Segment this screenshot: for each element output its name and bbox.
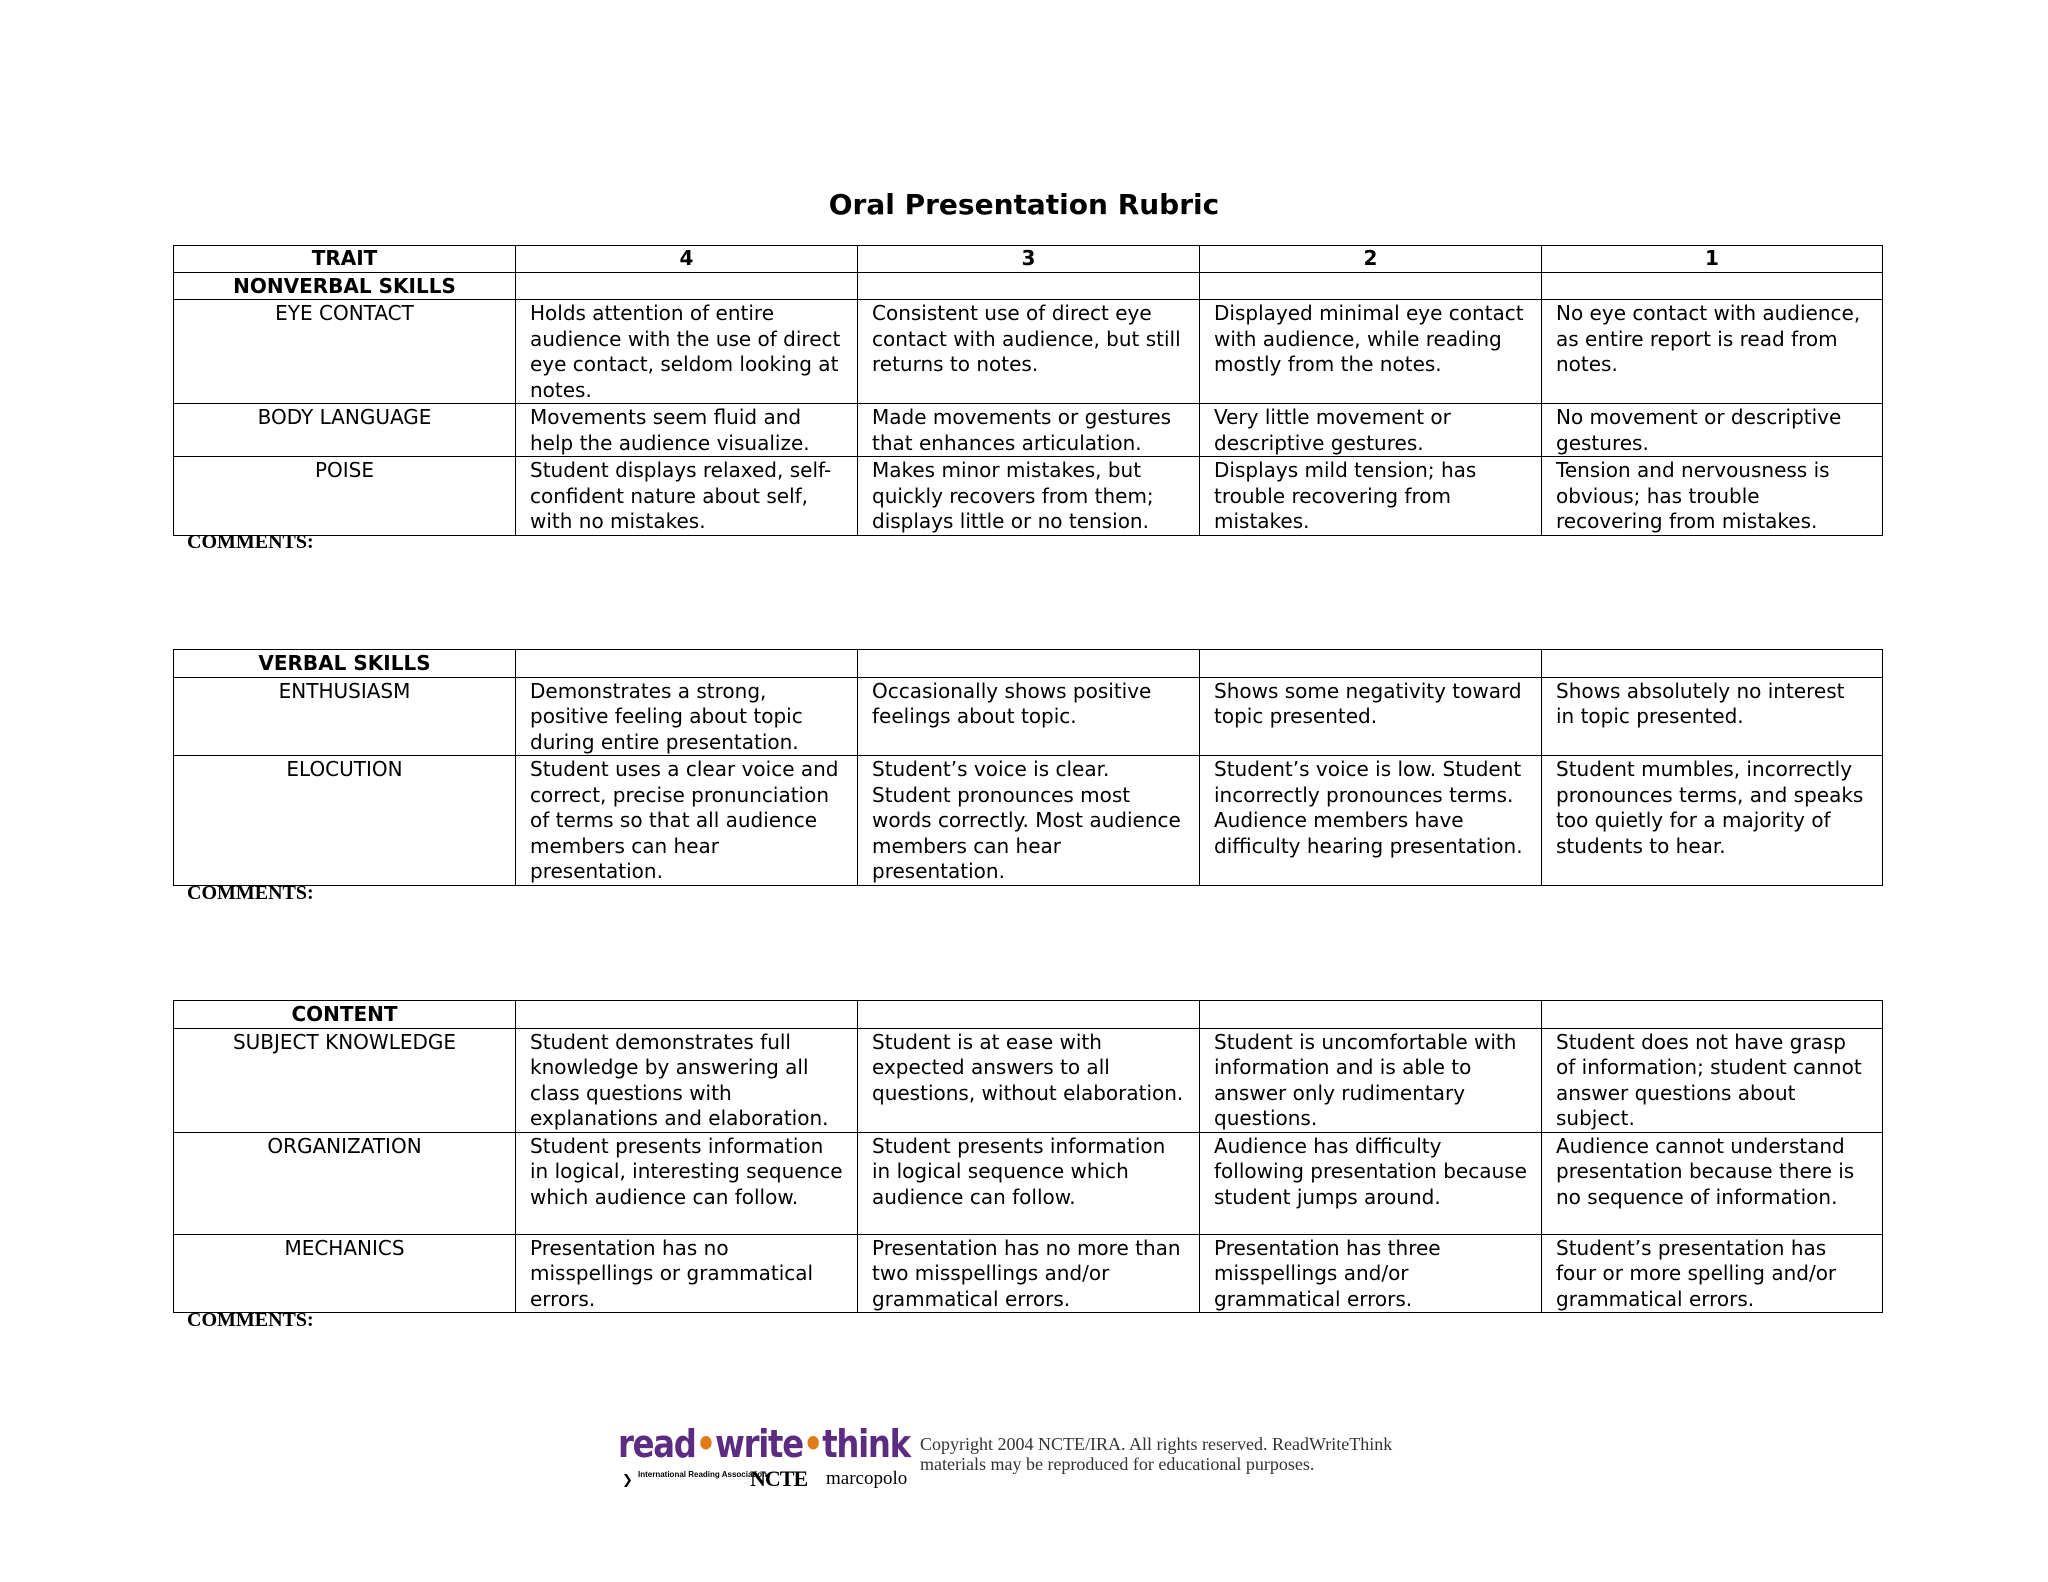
criteria-cell: Audience has difficulty following presentation because student jumps around. [1200,1132,1542,1234]
criteria-cell: Student uses a clear voice and correct, precise pronunciation of terms so that all audience members can hear presentation. [516,756,858,886]
trait-name: SUBJECT KNOWLEDGE [174,1028,516,1132]
empty-cell [1200,1001,1542,1029]
rubric-table-content [173,1000,1883,1313]
empty-cell [858,1001,1200,1029]
criteria-cell: Audience cannot understand presentation because there is no sequence of information. [1542,1132,1883,1234]
logo-word: write [715,1422,803,1466]
criteria-cell: Presentation has no more than two misspellings and/or grammatical errors. [858,1234,1200,1313]
criteria-cell: Makes minor mistakes, but quickly recovers from them; displays little or no tension. [858,457,1200,536]
criteria-cell: Student’s voice is low. Student incorrectly pronounces terms. Audience members have difficulty hearing presentation. [1200,756,1542,886]
level-header: 2 [1200,246,1542,273]
trait-header: TRAIT [174,246,516,273]
criteria-cell: Tension and nervousness is obvious; has trouble recovering from mistakes. [1542,457,1883,536]
trait-name: BODY LANGUAGE [174,404,516,457]
table-row [174,1028,1883,1132]
section-title: NONVERBAL SKILLS [174,272,516,300]
ira-logo-text: International Reading Association [638,1470,768,1479]
readwritethink-logo [618,1422,910,1466]
rubric-table-nonverbal [173,245,1883,536]
empty-cell [858,650,1200,678]
section-row [174,650,1883,678]
criteria-cell: Student displays relaxed, self-confident nature about self, with no mistakes. [516,457,858,536]
logo-dot: • [695,1422,716,1466]
section-title: VERBAL SKILLS [174,650,516,678]
trait-name: EYE CONTACT [174,300,516,404]
criteria-cell: Made movements or gestures that enhances articulation. [858,404,1200,457]
criteria-cell: Student’s presentation has four or more spelling and/or grammatical errors. [1542,1234,1883,1313]
empty-cell [516,650,858,678]
criteria-cell: Holds attention of entire audience with the use of direct eye contact, seldom looking at notes. [516,300,858,404]
header-row [174,246,1883,273]
table-row [174,404,1883,457]
table-row [174,457,1883,536]
criteria-cell: Presentation has three misspellings and/or grammatical errors. [1200,1234,1542,1313]
table-row [174,1132,1883,1234]
criteria-cell: Shows absolutely no interest in topic presented. [1542,677,1883,756]
section-row [174,272,1883,300]
criteria-cell: Displayed minimal eye contact with audience, while reading mostly from the notes. [1200,300,1542,404]
criteria-cell: Occasionally shows positive feelings about topic. [858,677,1200,756]
empty-cell [516,272,858,300]
empty-cell [858,272,1200,300]
level-header: 1 [1542,246,1883,273]
empty-cell [1200,272,1542,300]
empty-cell [1542,272,1883,300]
logo-word: read [618,1422,696,1466]
criteria-cell: Student presents information in logical sequence which audience can follow. [858,1132,1200,1234]
trait-name: ELOCUTION [174,756,516,886]
criteria-cell: Student’s voice is clear. Student pronounces most words correctly. Most audience members can hear presentation. [858,756,1200,886]
criteria-cell: No movement or descriptive gestures. [1542,404,1883,457]
rubric-table-verbal [173,649,1883,886]
table-row [174,756,1883,886]
criteria-cell: Student does not have grasp of information; student cannot answer questions about subject. [1542,1028,1883,1132]
comments-label: COMMENTS: [187,1309,314,1331]
trait-name: MECHANICS [174,1234,516,1313]
empty-cell [1542,650,1883,678]
empty-cell [1542,1001,1883,1029]
empty-cell [1200,650,1542,678]
logo-dot: • [802,1422,823,1466]
criteria-cell: Consistent use of direct eye contact with audience, but still returns to notes. [858,300,1200,404]
table-row [174,300,1883,404]
section-row [174,1001,1883,1029]
criteria-cell: Movements seem fluid and help the audience visualize. [516,404,858,457]
criteria-cell: Student demonstrates full knowledge by answering all class questions with explanations and elaboration. [516,1028,858,1132]
criteria-cell: No eye contact with audience, as entire report is read from notes. [1542,300,1883,404]
trait-name: POISE [174,457,516,536]
criteria-cell: Student is uncomfortable with information and is able to answer only rudimentary questions. [1200,1028,1542,1132]
criteria-cell: Student presents information in logical, interesting sequence which audience can follow. [516,1132,858,1234]
table-row [174,1234,1883,1313]
ira-mark-icon: ❯ [622,1473,633,1488]
page-title: Oral Presentation Rubric [828,188,1220,221]
trait-name: ENTHUSIASM [174,677,516,756]
section-title: CONTENT [174,1001,516,1029]
criteria-cell: Very little movement or descriptive gestures. [1200,404,1542,457]
criteria-cell: Displays mild tension; has trouble recovering from mistakes. [1200,457,1542,536]
marcopolo-logo: marcopolo [826,1468,908,1489]
table-row [174,677,1883,756]
logo-word: think [822,1422,910,1466]
comments-label: COMMENTS: [187,882,314,904]
empty-cell [516,1001,858,1029]
comments-label: COMMENTS: [187,531,314,553]
criteria-cell: Student is at ease with expected answers to all questions, without elaboration. [858,1028,1200,1132]
ira-logo [622,1470,768,1492]
criteria-cell: Presentation has no misspellings or grammatical errors. [516,1234,858,1313]
criteria-cell: Shows some negativity toward topic presented. [1200,677,1542,756]
criteria-cell: Student mumbles, incorrectly pronounces terms, and speaks too quietly for a majority of students to hear. [1542,756,1883,886]
ncte-logo: NCTE [750,1466,808,1491]
criteria-cell: Demonstrates a strong, positive feeling about topic during entire presentation. [516,677,858,756]
level-header: 4 [516,246,858,273]
trait-name: ORGANIZATION [174,1132,516,1234]
copyright-notice: Copyright 2004 NCTE/IRA. All rights reserved. ReadWriteThink materials may be reproduced for educational purposes. [920,1434,1393,1474]
level-header: 3 [858,246,1200,273]
